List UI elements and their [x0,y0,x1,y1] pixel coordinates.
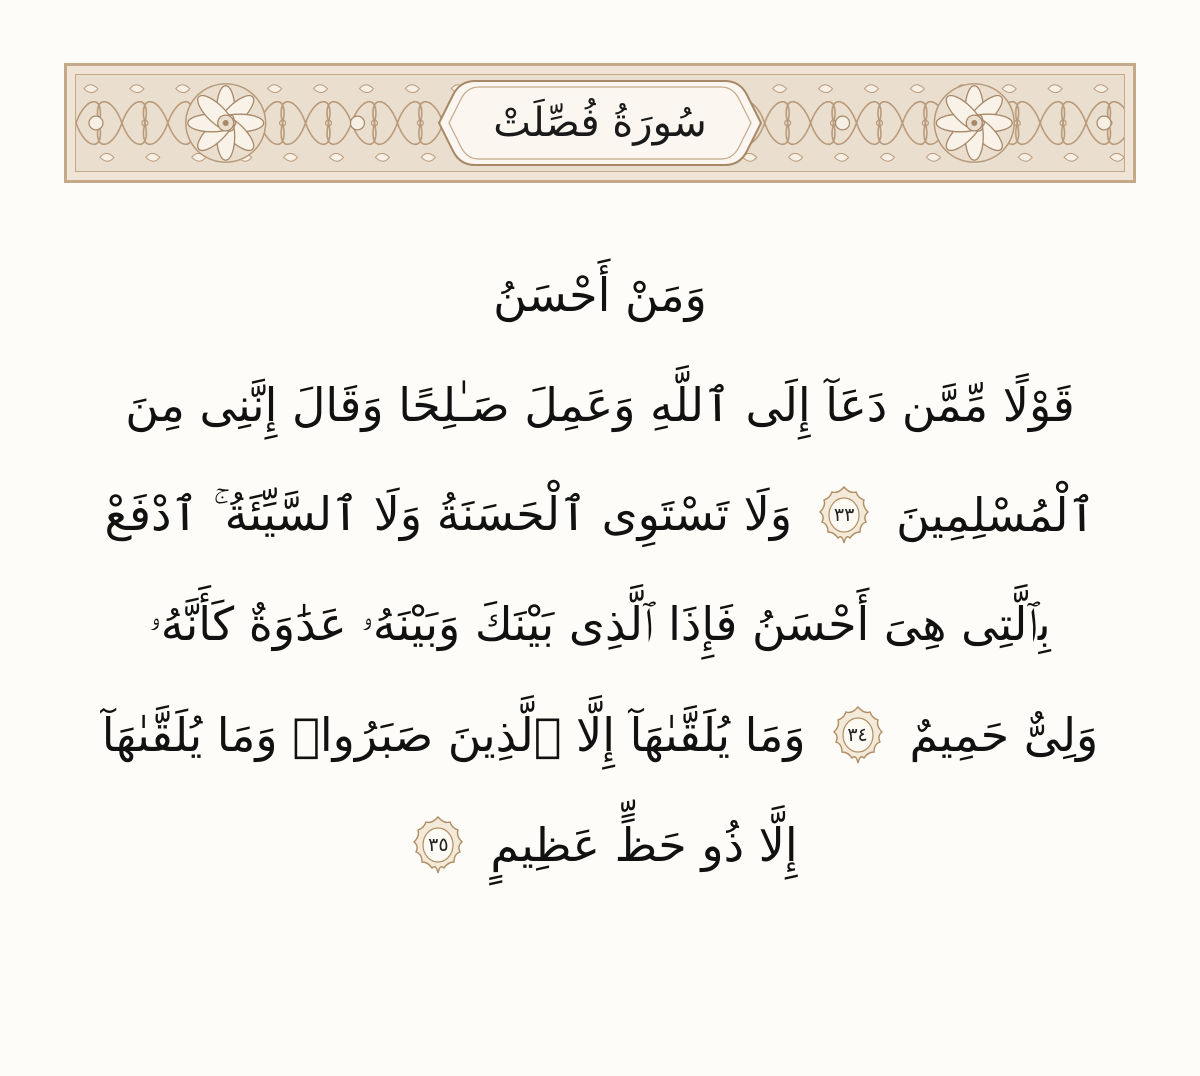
surah-title: سُورَةُ فُصِّلَتْ [493,100,707,146]
verse-text: وَلِىٌّ حَمِيمٌ [909,708,1099,762]
verse-text: ٱلْمُسْلِمِينَ [896,488,1096,542]
verse-text: إِلَّا ذُو حَظٍّ عَظِيمٍ [490,818,798,872]
ayah-end-marker [412,816,464,874]
verse-line-4 [68,570,1132,680]
ayah-number: ٣٥ [428,834,449,856]
verse-line-6 [68,790,1132,900]
verse-line-3 [68,460,1132,570]
verse-text: قَوْلًا مِّمَّن دَعَآ إِلَى ٱللَّهِ وَعَمِلَ صَـٰلِحًا وَقَالَ إِنَّنِى مِنَ [125,378,1075,432]
ayah-number: ٣٤ [847,724,868,746]
ayah-number: ٣٣ [833,504,855,526]
surah-header-frame [64,63,1136,183]
verse-text: وَلَا تَسْتَوِى ٱلْحَسَنَةُ وَلَا ٱلسَّيِّئَةُ ۚ ٱدْفَعْ [104,487,793,541]
verse-line-2 [68,350,1132,460]
verse-text: وَمَنْ أَحْسَنُ [493,268,707,322]
verse-line-1 [68,240,1132,350]
verse-text: بِٱلَّتِى هِىَ أَحْسَنُ فَإِذَا ٱلَّذِى بَيْنَكَ وَبَيْنَهُۥ عَدَٰوَةٌ كَأَنَّهُۥ [149,597,1051,651]
ayah-end-marker [832,706,884,764]
ayah-end-marker [818,486,870,544]
verse-line-5 [68,680,1132,790]
verse-text: وَمَا يُلَقَّىٰهَآ إِلَّا ٱلَّذِينَ صَبَرُوا۟ وَمَا يُلَقَّىٰهَآ [101,708,806,762]
surah-header-inner [75,74,1125,172]
